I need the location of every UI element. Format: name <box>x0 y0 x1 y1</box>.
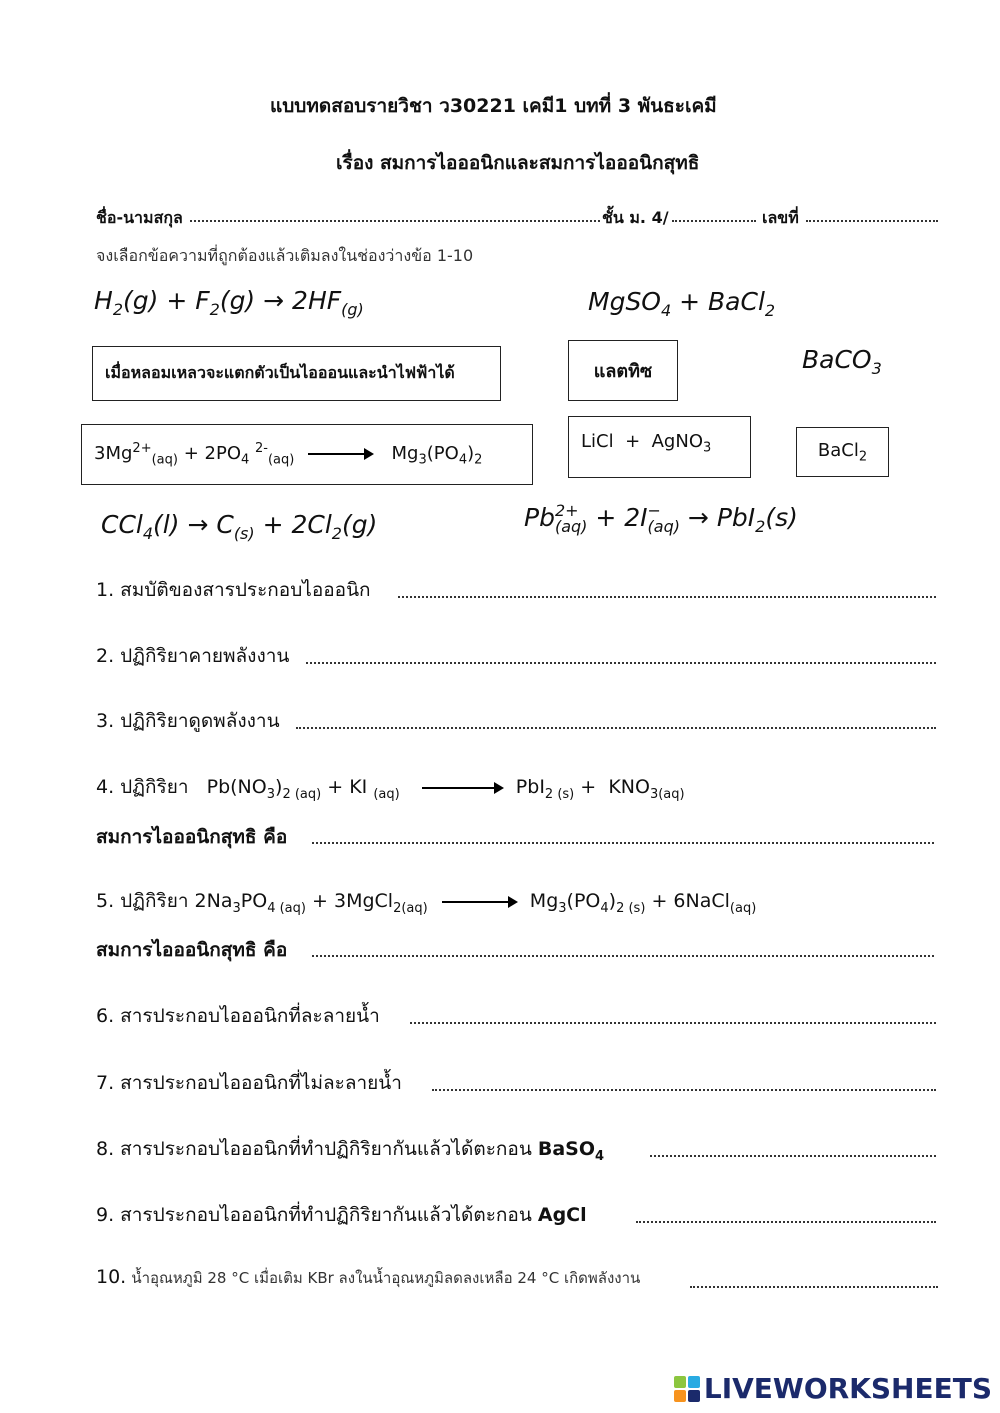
choice-box-molten[interactable] <box>92 346 501 401</box>
name-field[interactable] <box>190 220 600 222</box>
instruction: จงเลือกข้อความที่ถูกต้องแล้วเติมลงในช่องว่างข้อ 1-10 <box>96 246 474 265</box>
choice-eq-ccl4[interactable]: $CCl_4(l) \to C_{(s)} + 2Cl_2(g)$ <box>101 510 378 543</box>
answer-9-field[interactable] <box>636 1221 936 1223</box>
liveworksheets-logo <box>674 1372 992 1405</box>
class-field[interactable] <box>672 220 756 222</box>
page-subtitle: เรื่อง สมการไอออนิกและสมการไอออนิกสุทธิ <box>336 152 700 174</box>
question-4-net-label: สมการไอออนิกสุทธิ คือ <box>96 826 288 848</box>
choice-box-licl-agno3-text: LiCl + AgNO$_3$ <box>581 431 712 456</box>
question-2: 2. ปฏิกิริยาคายพลังงาน <box>96 645 290 667</box>
question-5: 5. ปฏิกิริยา $2Na_3PO_{4 (aq)}$ + 3MgCl$_{2(aq)}$ $Mg_3(PO_4)_{2 (s)}$ + 6NaCl$_{(aq)}$ <box>96 890 757 916</box>
number-field[interactable] <box>806 220 938 222</box>
liveworksheets-logo-icon <box>674 1376 700 1402</box>
class-label: ชั้น ม. 4/ <box>602 208 669 227</box>
answer-2-field[interactable] <box>306 662 936 664</box>
answer-7-field[interactable] <box>432 1089 936 1091</box>
answer-3-field[interactable] <box>296 727 936 729</box>
choice-baco3[interactable]: BaCO$_3$ <box>802 345 882 378</box>
question-7: 7. สารประกอบไอออนิกที่ไม่ละลายน้ำ <box>96 1072 402 1094</box>
question-10: 10. น้ำอุณหภูมิ 28 °C เมื่อเติม KBr ลงในน้ำอุณหภูมิลดลงเหลือ 24 °C เกิดพลังงาน <box>96 1266 641 1288</box>
choice-box-bacl2-text: BaCl$_2$ <box>817 439 868 465</box>
answer-1-field[interactable] <box>398 596 936 598</box>
choice-box-mg-phosphate[interactable] <box>81 424 533 485</box>
answer-4-field[interactable] <box>312 842 934 844</box>
answer-5-field[interactable] <box>312 955 934 957</box>
page-title: แบบทดสอบรายวิชา ว30221 เคมี1 บทที่ 3 พันธะเคมี <box>270 95 717 117</box>
choice-eq-pbi2[interactable]: Pb 2+ (aq) + 2I − (aq) → PbI$_2$(s) <box>524 501 798 536</box>
choice-box-molten-text: เมื่อหลอมเหลวจะแตกตัวเป็นไอออนและนำไฟฟ้าได้ <box>105 363 455 382</box>
liveworksheets-logo-text: LIVEWORKSHEETS <box>703 1372 992 1405</box>
answer-8-field[interactable] <box>650 1155 936 1157</box>
choice-box-mg-phosphate-text: $3Mg^{2+}_{(aq)} + 2PO_4$ $^{2-}_{(aq)}$ $Mg_3(PO_4)_2$ <box>94 441 483 468</box>
choice-box-lattice[interactable] <box>568 340 678 401</box>
question-4: 4. ปฏิกิริยา $Pb(NO_3)_{2 (aq)}$ + KI $_{(aq)}$ $PbI_{2 (s)} + KNO_{3(aq)}$ <box>96 776 685 802</box>
choice-eq-mgso4-bacl2[interactable]: MgSO$_4$ + BaCl$_2$ <box>588 287 776 320</box>
question-3: 3. ปฏิกิริยาดูดพลังงาน <box>96 710 280 732</box>
choice-eq-hf[interactable]: $H_2(g) + F_2(g) \to 2HF_{(g)}$ <box>94 286 364 319</box>
answer-10-field[interactable] <box>690 1286 938 1288</box>
answer-6-field[interactable] <box>410 1022 936 1024</box>
choice-box-lattice-text: แลตทิซ <box>593 361 653 382</box>
question-1: 1. สมบัติของสารประกอบไอออนิก <box>96 579 371 601</box>
name-label: ชื่อ-นามสกุล <box>96 208 183 227</box>
question-8: 8. สารประกอบไอออนิกที่ทำปฏิกิริยากันแล้วได้ตะกอน BaSO$_4$ <box>96 1138 605 1164</box>
question-6: 6. สารประกอบไอออนิกที่ละลายน้ำ <box>96 1005 380 1027</box>
number-label: เลขที่ <box>762 208 799 227</box>
choice-box-bacl2[interactable] <box>796 427 889 477</box>
question-5-net-label: สมการไอออนิกสุทธิ คือ <box>96 939 288 961</box>
choice-box-licl-agno3[interactable] <box>568 416 751 478</box>
question-9: 9. สารประกอบไอออนิกที่ทำปฏิกิริยากันแล้วได้ตะกอน AgCl <box>96 1204 587 1226</box>
